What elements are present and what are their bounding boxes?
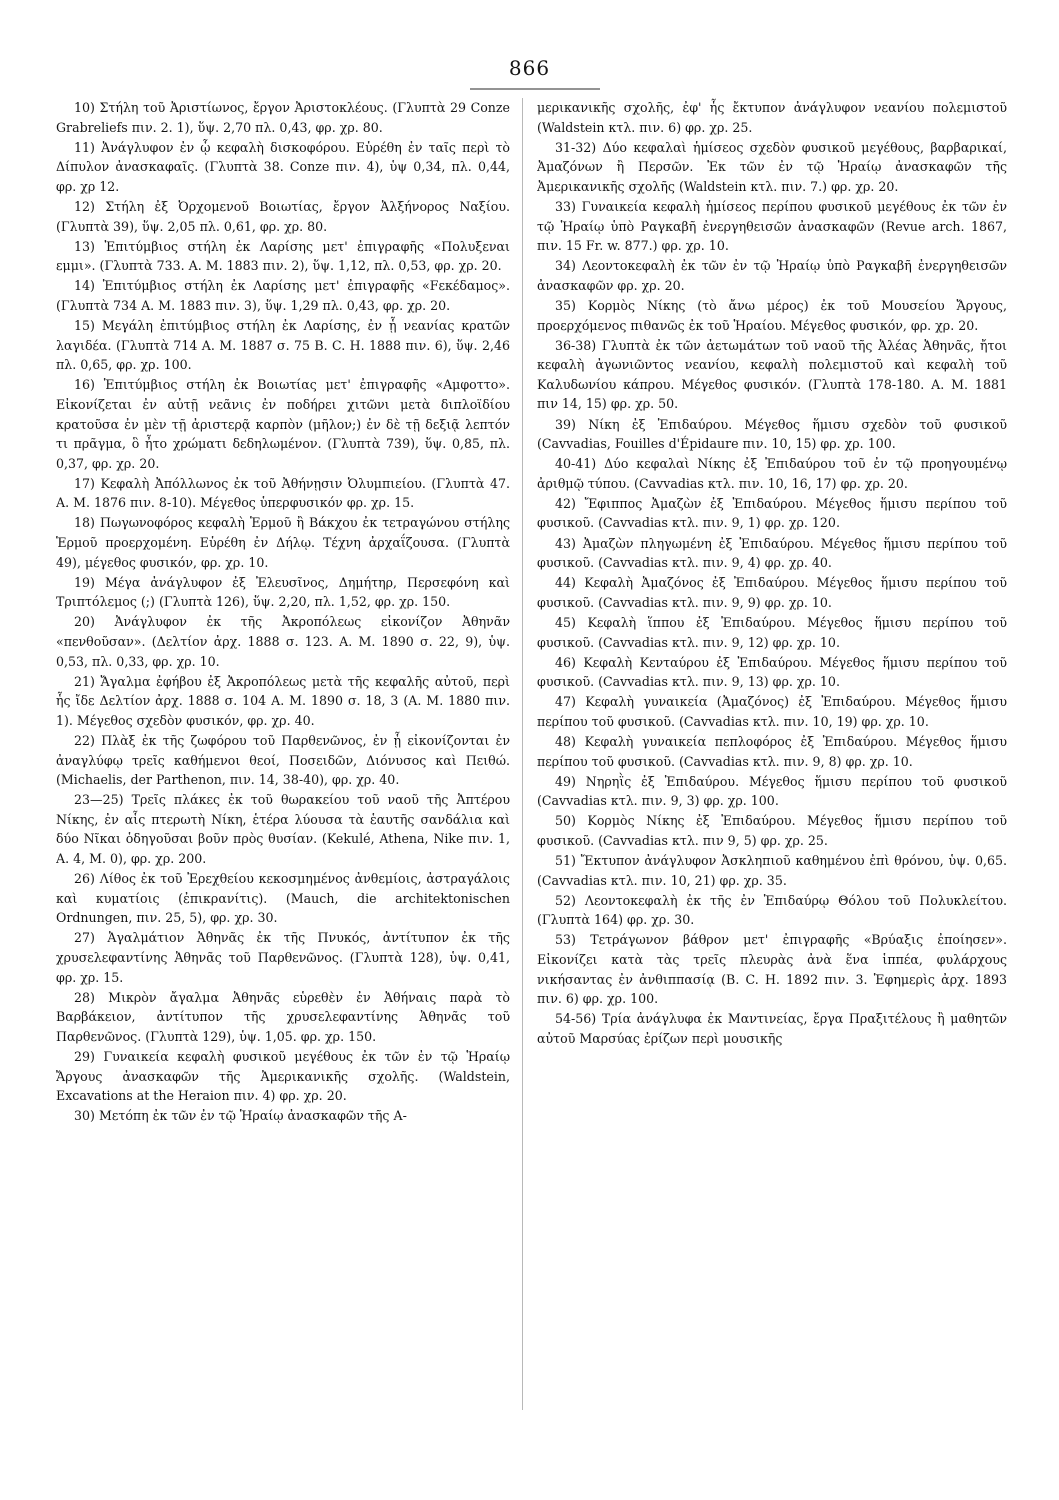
catalog-entry: 48) Κεφαλὴ γυναικεία πεπλοφόρος ἐξ Ἐπιδαύρου. Μέγεθος ἥμισυ περίπου τοῦ φυσικοῦ. (Cavvadias κτλ. πιν. 9, 8) φρ. χρ. 10. — [537, 734, 1007, 769]
catalog-entry: 23—25) Τρεῖς πλάκες ἐκ τοῦ θωρακείου τοῦ ναοῦ τῆς Ἀπτέρου Νίκης, ἐν αἷς πτερωτὴ Νίκη, ἑτέρα λύουσα τὰ ἑαυτῆς σανδάλια καὶ δύο Νῖκαι ὁδηγοῦσαι βοῦν πρὸς θυσίαν. (Kekulé, Athena, Nike πιν. 1, Α. 4, Μ. 0), φρ. χρ. 200. — [56, 792, 510, 867]
catalog-entry: 30) Μετόπη ἐκ τῶν ἐν τῷ Ἡραίῳ ἀνασκαφῶν τῆς Α- — [74, 1108, 407, 1124]
catalog-entry: 50) Κορμὸς Νίκης ἐξ Ἐπιδαύρου. Μέγεθος ἥμισυ περίπου τοῦ φυσικοῦ. (Cavvadias κτλ. πιν 9, 5) φρ. χρ. 25. — [537, 813, 1007, 848]
catalog-entry: 26) Λίθος ἐκ τοῦ Ἐρεχθείου κεκοσμημένος ἀνθεμίοις, ἀστραγάλοις καὶ κυματίοις (ἐπικρανίτις). (Mauch, die architektonischen Ordnungen, πιν. 25, 5), φρ. χρ. 30. — [56, 871, 510, 926]
catalog-entry: 14) Ἐπιτύμβιος στήλη ἐκ Λαρίσης μετ' ἐπιγραφῆς «Fεκέδαμος». (Γλυπτὰ 734 Α. Μ. 1883 πιν. 3), ὕψ. 1,29 πλ. 0,43, φρ. χρ. 20. — [56, 278, 510, 313]
catalog-entry: 27) Ἀγαλμάτιον Ἀθηνᾶς ἐκ τῆς Πνυκός, ἀντίτυπον ἐκ τῆς χρυσελεφαντίνης Ἀθηνᾶς τοῦ Παρθενῶνος. (Γλυπτὰ 128), ὑψ. 0,41, φρ. χρ. 15. — [56, 930, 510, 985]
catalog-entry: 52) Λεοντοκεφαλὴ ἐκ τῆς ἐν Ἐπιδαύρῳ Θόλου τοῦ Πολυκλείτου. (Γλυπτὰ 164) φρ. χρ. 30. — [537, 892, 1007, 928]
header-rule — [470, 88, 600, 90]
catalog-entry: 21) Ἄγαλμα ἐφήβου ἐξ Ἀκροπόλεως μετὰ τῆς κεφαλῆς αὐτοῦ, περὶ ἧς ἴδε Δελτίον ἀρχ. 1888 σ. 104 Α. Μ. 1890 σ. 18, 3 (Α. Μ. 1880 πιν. 1). Μέγεθος σχεδὸν φυσικόν, φρ. χρ. 40. — [56, 673, 510, 728]
catalog-entry: 53) Τετράγωνον βάθρον μετ' ἐπιγραφῆς «Βρύαξις ἐποίησεν». Εἰκονίζει κατὰ τὰς τρεῖς πλευρὰς ἀνὰ ἕνα ἱππέα, φυλάρχους νικήσαντας ἐν ἀνθιππασίᾳ (B. C. H. 1892 πιν. 3. Ἐφημερὶς ἀρχ. 1893 πιν. 6) φρ. χρ. 100. — [537, 932, 1007, 1007]
catalog-entry: 51) Ἔκτυπον ἀνάγλυφον Ἀσκληπιοῦ καθημένου ἐπὶ θρόνου, ὑψ. 0,65. (Cavvadias κτλ. πιν. 10, 21) φρ. χρ. 35. — [537, 853, 1007, 888]
catalog-entry: 31-32) Δύο κεφαλαὶ ἡμίσεος σχεδὸν φυσικοῦ μεγέθους, βαρβαρικαί, Ἀμαζόνων ἢ Περσῶν. Ἐκ τῶν ἐν τῷ Ἡραίῳ ἀνασκαφῶν τῆς Ἀμερικανικῆς σχολῆς (Waldstein κτλ. πιν. 7.) φρ. χρ. 20. — [537, 139, 1007, 194]
catalog-entry: 35) Κορμὸς Νίκης (τὸ ἄνω μέρος) ἐκ τοῦ Μουσείου Ἄργους, προερχόμενος πιθανῶς ἐκ τοῦ Ἡραίου. Μέγεθος φυσικόν, φρ. χρ. 20. — [537, 297, 1007, 333]
column-divider — [522, 98, 523, 1410]
catalog-entry: 46) Κεφαλὴ Κενταύρου ἐξ Ἐπιδαύρου. Μέγεθος ἥμισυ περίπου τοῦ φυσικοῦ. (Cavvadias κτλ. πιν. 9, 13) φρ. χρ. 10. — [537, 654, 1007, 690]
catalog-entry: 11) Ἀνάγλυφον ἐν ᾧ κεφαλὴ δισκοφόρου. Εὑρέθη ἐν ταῖς περὶ τὸ Δίπυλον ἀνασκαφαῖς. (Γλυπτὰ 38. Conze πιν. 4), ὑψ 0,34, πλ. 0,44, φρ. χρ 12. — [56, 139, 510, 194]
catalog-entry: 49) Νηρηῒς ἐξ Ἐπιδαύρου. Μέγεθος ἥμισυ περίπου τοῦ φυσικοῦ (Cavvadias κτλ. πιν. 9, 3) φρ. χρ. 100. — [537, 773, 1007, 809]
catalog-entry: 18) Πωγωνοφόρος κεφαλὴ Ἑρμοῦ ἢ Βάκχου ἐκ τετραγώνου στήλης Ἑρμοῦ προερχομένη. Εὑρέθη ἐν Δήλῳ. Τέχνη ἀρχαΐζουσα. (Γλυπτὰ 49), μέγεθος φυσικόν, φρ. χρ. 10. — [56, 515, 510, 570]
catalog-entry: 43) Ἀμαζὼν πληγωμένη ἐξ Ἐπιδαύρου. Μέγεθος ἥμισυ περίπου τοῦ φυσικοῦ. (Cavvadias κτλ. πιν. 9, 4) φρ. χρ. 40. — [537, 535, 1007, 571]
catalog-entry: 42) Ἔφιππος Ἀμαζὼν ἐξ Ἐπιδαύρου. Μέγεθος ἥμισυ περίπου τοῦ φυσικοῦ. (Cavvadias κτλ. πιν. 9, 1) φρ. χρ. 120. — [537, 495, 1007, 531]
catalog-entry: 28) Μικρὸν ἄγαλμα Ἀθηνᾶς εὑρεθὲν ἐν Ἀθήναις παρὰ τὸ Βαρβάκειον, ἀντίτυπον τῆς χρυσελεφαντίνης Ἀθηνᾶς τοῦ Παρθενῶνος. (Γλυπτὰ 129), ὑψ. 1,05. φρ. χρ. 150. — [56, 989, 510, 1044]
right-column — [537, 98, 1007, 1428]
catalog-entry: 12) Στήλη ἐξ Ὀρχομενοῦ Βοιωτίας, ἔργον Ἀλξήνορος Ναξίου. (Γλυπτὰ 39), ὕψ. 2,05 πλ. 0,61, φρ. χρ. 80. — [56, 198, 510, 234]
catalog-entry: 33) Γυναικεία κεφαλὴ ἡμίσεος περίπου φυσικοῦ μεγέθους ἐκ τῶν ἐν τῷ Ἡραίῳ ὑπὸ Ραγκαβῆ ἐνεργηθεισῶν ἀνασκαφῶν (Revue arch. 1867, πιν. 15 Fr. w. 877.) φρ. χρ. 10. — [537, 198, 1007, 254]
catalog-entry: 20) Ἀνάγλυφον ἐκ τῆς Ἀκροπόλεως εἰκονίζον Ἀθηνᾶν «πενθοῦσαν». (Δελτίον ἀρχ. 1888 σ. 123. Α. Μ. 1890 σ. 22, 9), ὑψ. 0,53, πλ. 0,33, φρ. χρ. 10. — [56, 614, 510, 669]
catalog-entry: 15) Μεγάλη ἐπιτύμβιος στήλη ἐκ Λαρίσης, ἐν ᾗ νεανίας κρατῶν λαγιδέα. (Γλυπτὰ 714 Α. Μ. 1887 σ. 75 B. C. H. 1888 πιν. 6), ὕψ. 2,46 πλ. 0,65, φρ. χρ. 100. — [56, 318, 510, 373]
catalog-entry: 17) Κεφαλὴ Ἀπόλλωνος ἐκ τοῦ Ἀθήνῃσιν Ὀλυμπιείου. (Γλυπτὰ 47. Α. Μ. 1876 πιν. 8-10). Μέγεθος ὑπερφυσικόν φρ. χρ. 15. — [56, 475, 510, 511]
catalog-entry: 34) Λεοντοκεφαλὴ ἐκ τῶν ἐν τῷ Ἡραίῳ ὑπὸ Ραγκαβῆ ἐνεργηθεισῶν ἀνασκαφῶν φρ. χρ. 20. — [537, 258, 1007, 293]
catalog-entry: 10) Στήλη τοῦ Ἀριστίωνος, ἔργον Ἀριστοκλέους. (Γλυπτὰ 29 Conze Grabreliefs πιν. 2. 1), ὕψ. 2,70 πλ. 0,43, φρ. χρ. 80. — [56, 100, 510, 135]
catalog-entry: 39) Νίκη ἐξ Ἐπιδαύρου. Μέγεθος ἥμισυ σχεδὸν τοῦ φυσικοῦ (Cavvadias, Fouilles d'Épidaure πιν. 10, 15) φρ. χρ. 100. — [537, 416, 1007, 452]
catalog-entry: 45) Κεφαλὴ ἵππου ἐξ Ἐπιδαύρου. Μέγεθος ἥμισυ περίπου τοῦ φυσικοῦ. (Cavvadias κτλ. πιν. 9, 12) φρ. χρ. 10. — [537, 614, 1007, 650]
catalog-entry: 19) Μέγα ἀνάγλυφον ἐξ Ἐλευσῖνος, Δημήτηρ, Περσεφόνη καὶ Τριπτόλεμος (;) (Γλυπτὰ 126), ὕψ. 2,20, πλ. 1,52, φρ. χρ. 150. — [56, 574, 510, 610]
catalog-entry: 47) Κεφαλὴ γυναικεία (Ἀμαζόνος) ἐξ Ἐπιδαύρου. Μέγεθος ἥμισυ περίπου τοῦ φυσικοῦ. (Cavvadias κτλ. πιν. 10, 19) φρ. χρ. 10. — [537, 694, 1007, 729]
left-column — [56, 98, 510, 1428]
catalog-entry: 44) Κεφαλὴ Ἀμαζόνος ἐξ Ἐπιδαύρου. Μέγεθος ἥμισυ περίπου τοῦ φυσικοῦ. (Cavvadias κτλ. πιν. 9, 9) φρ. χρ. 10. — [537, 575, 1007, 610]
catalog-entry: 40-41) Δύο κεφαλαὶ Νίκης ἐξ Ἐπιδαύρου τοῦ ἐν τῷ προηγουμένῳ ἀριθμῷ τύπου. (Cavvadias κτλ. πιν. 10, 16, 17) φρ. χρ. 20. — [537, 456, 1007, 491]
catalog-entry: 22) Πλὰξ ἐκ τῆς ζωφόρου τοῦ Παρθενῶνος, ἐν ᾗ εἰκονίζονται ἐν ἀναγλύφῳ τρεῖς καθήμενοι θεοί, Ποσειδῶν, Διόνυσος καὶ Πειθώ. (Michaelis, der Parthenon, πιν. 14, 38-40), φρ. χρ. 40. — [56, 733, 510, 788]
catalog-entry: 29) Γυναικεία κεφαλὴ φυσικοῦ μεγέθους ἐκ τῶν ἐν τῷ Ἡραίῳ Ἄργους ἀνασκαφῶν τῆς Ἀμερικανικῆς σχολῆς. (Waldstein, Excavations at the Heraion πιν. 4) φρ. χρ. 20. — [56, 1049, 510, 1104]
catalog-entry: 54-56) Τρία ἀνάγλυφα ἐκ Μαντινείας, ἔργα Πραξιτέλους ἢ μαθητῶν αὐτοῦ Μαρσύας ἐρίζων περὶ μουσικῆς — [537, 1011, 1007, 1046]
page-number: 866 — [508, 56, 551, 80]
catalog-entry-continuation: μερικανικῆς σχολῆς, ἐφ' ἧς ἔκτυπον ἀνάγλυφον νεανίου πολεμιστοῦ (Waldstein κτλ. πιν. 6) φρ. χρ. 25. — [537, 100, 1007, 135]
catalog-entry: 36-38) Γλυπτὰ ἐκ τῶν ἀετωμάτων τοῦ ναοῦ τῆς Ἀλέας Ἀθηνᾶς, ἤτοι κεφαλὴ ἀγωνιῶντος νεανίου, κεφαλὴ πολεμιστοῦ καὶ κεφαλὴ τοῦ Καλυδωνίου κάπρου. Μέγεθος φυσικόν. (Γλυπτὰ 178-180. Α. Μ. 1881 πιν 14, 15) φρ. χρ. 50. — [537, 337, 1007, 412]
catalog-entry: 13) Ἐπιτύμβιος στήλη ἐκ Λαρίσης μετ' ἐπιγραφῆς «Πολυξεναι εμμι». (Γλυπτὰ 733. Α. Μ. 1883 πιν. 2), ὕψ. 1,12, πλ. 0,53, φρ. χρ. 20. — [56, 238, 510, 274]
catalog-entry: 16) Ἐπιτύμβιος στήλη ἐκ Βοιωτίας μετ' ἐπιγραφῆς «Αμφοττο». Εἰκονίζεται ἐν αὐτῇ νεᾶνις ἐν ποδήρει χιτῶνι μετὰ διπλοϊδίου κρατοῦσα ἐν μὲν τῇ ἀριστερᾷ καρπὸν (μῆλον;) ἐν δὲ τῇ δεξιᾷ λεπτόν τι πρᾶγμα, ὃ ἦτο χρώματι δεδηλωμένον. (Γλυπτὰ 739), ὕψ. 0,85, πλ. 0,37, φρ. χρ. 20. — [56, 377, 510, 471]
